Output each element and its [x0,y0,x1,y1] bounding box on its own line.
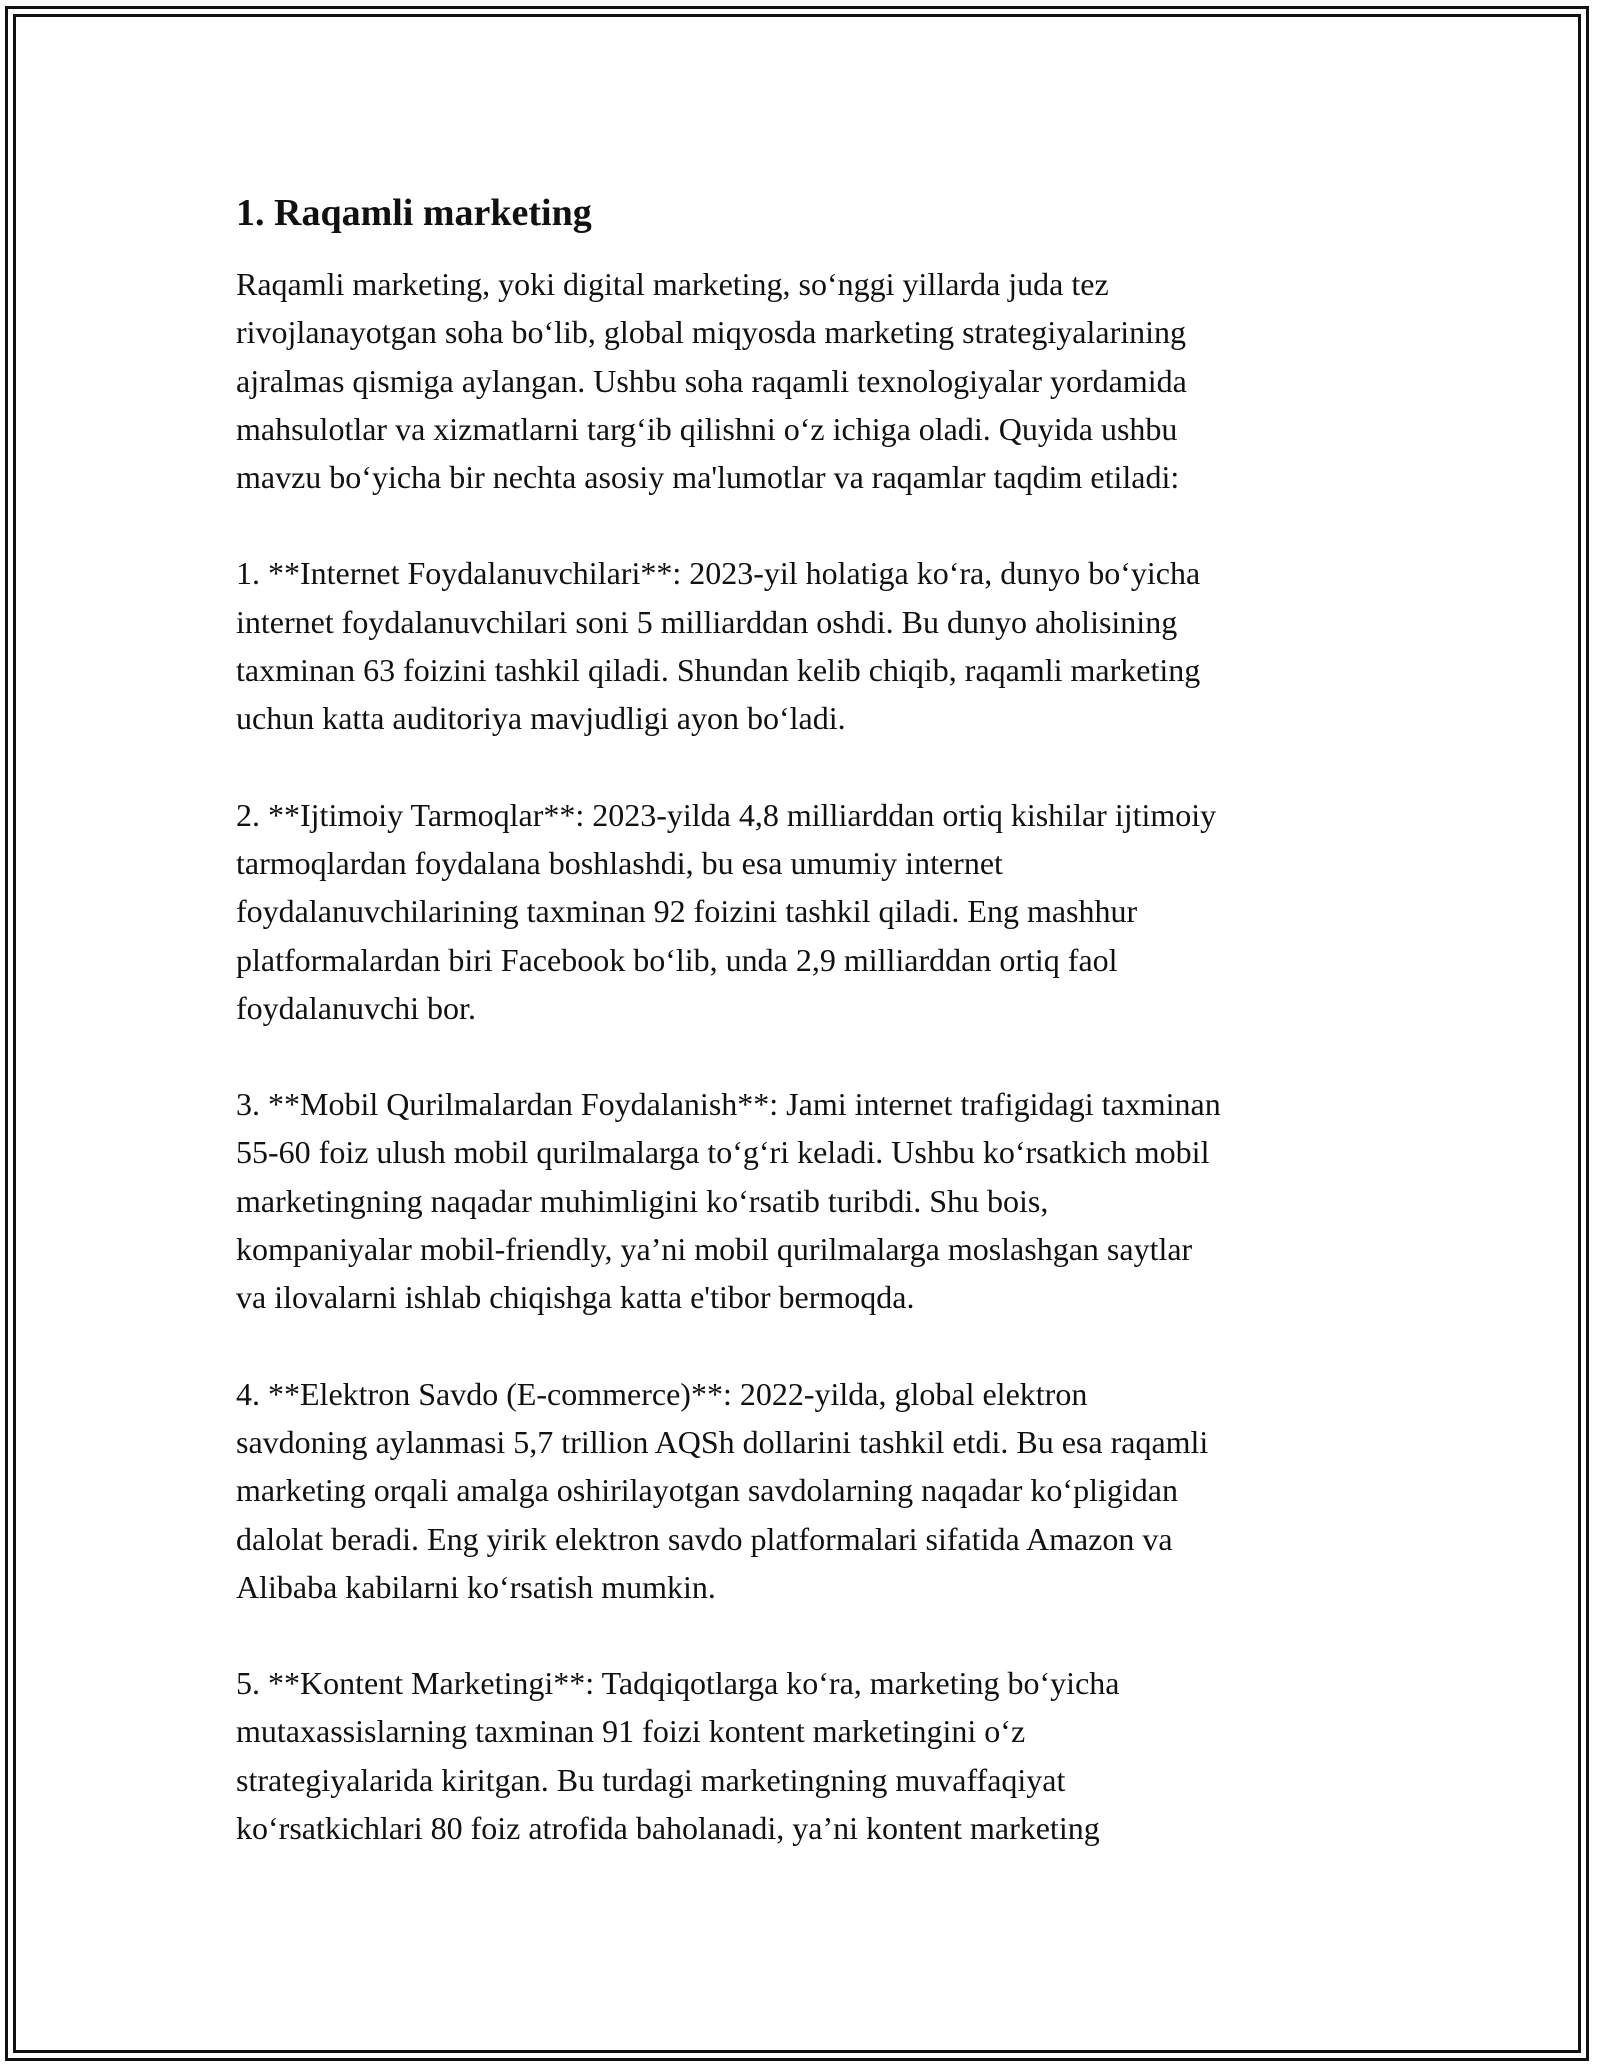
text-line: Alibaba kabilarni ko‘rsatish mumkin. [236,1568,716,1605]
text-line: savdoning aylanmasi 5,7 trillion AQSh dollarini tashkil etdi. Bu esa raqamli [236,1423,1209,1460]
text-line: strategiyalarida kiritgan. Bu turdagi marketingning muvaffaqiyat [236,1761,1066,1798]
text-line: uchun katta auditoriya mavjudligi ayon bo‘ladi. [236,700,846,737]
text-line: 55-60 foiz ulush mobil qurilmalarga to‘g‘ri keladi. Ushbu ko‘rsatkich mobil [236,1134,1210,1171]
text-line: foydalanuvchi bor. [236,989,476,1026]
list-item-social-networks [236,791,1376,1032]
text-line: marketingning naqadar muhimligini ko‘rsatib turibdi. Shu bois, [236,1182,1049,1219]
text-line: 3. **Mobil Qurilmalardan Foydalanish**: Jami internet trafigidagi taxminan [236,1086,1221,1123]
text-line: va ilovalarni ishlab chiqishga katta e'tibor bermoqda. [236,1279,915,1316]
text-line: mavzu bo‘yicha bir nechta asosiy ma'lumotlar va raqamlar taqdim etiladi: [236,459,1180,496]
list-item-internet-users [236,549,1376,742]
text-line: rivojlanayotgan soha bo‘lib, global miqyosda marketing strategiyalarining [236,314,1186,351]
section-heading: 1. Raqamli marketing [236,192,592,234]
text-line: 2. **Ijtimoiy Tarmoqlar**: 2023-yilda 4,8 milliarddan ortiq kishilar ijtimoiy [236,796,1217,833]
text-line: foydalanuvchilarining taxminan 92 foizini tashkil qiladi. Eng mashhur [236,893,1138,930]
text-line: ko‘rsatkichlari 80 foiz atrofida baholanadi, ya’ni kontent marketing [236,1810,1100,1847]
list-item-ecommerce [236,1370,1376,1611]
text-line: 4. **Elektron Savdo (E-commerce)**: 2022-yilda, global elektron [236,1375,1088,1412]
text-line: marketing orqali amalga oshirilayotgan savdolarning naqadar ko‘pligidan [236,1472,1178,1509]
list-item-content-marketing [236,1659,1376,1852]
text-line: dalolat beradi. Eng yirik elektron savdo platformalari sifatida Amazon va [236,1520,1173,1557]
text-line: Raqamli marketing, yoki digital marketing, so‘nggi yillarda juda tez [236,266,1109,302]
text-line: tarmoqlardan foydalana boshlashdi, bu esa umumiy internet [236,844,1003,881]
text-line: internet foydalanuvchilari soni 5 milliarddan oshdi. Bu dunyo aholisining [236,603,1178,640]
text-line: mutaxassislarning taxminan 91 foizi kontent marketingini o‘z [236,1713,1026,1750]
text-line: kompaniyalar mobil-friendly, ya’ni mobil qurilmalarga moslashgan saytlar [236,1231,1193,1268]
text-line: mahsulotlar va xizmatlarni targ‘ib qilishni o‘z ichiga oladi. Quyida ushbu [236,410,1178,447]
text-line: 1. **Internet Foydalanuvchilari**: 2023-yil holatiga ko‘ra, dunyo bo‘yicha [236,555,1201,592]
text-line: platformalardan biri Facebook bo‘lib, unda 2,9 milliarddan ortiq faol [236,941,1118,978]
text-line: taxminan 63 foizini tashkil qiladi. Shundan kelib chiqib, raqamli marketing [236,652,1201,689]
text-line: ajralmas qismiga aylangan. Ushbu soha raqamli texnologiyalar yordamida [236,362,1187,399]
intro-paragraph [236,260,1376,501]
text-line: 5. **Kontent Marketingi**: Tadqiqotlarga ko‘ra, marketing bo‘yicha [236,1665,1120,1702]
list-item-mobile-devices [236,1080,1376,1321]
document-body [236,188,1376,1900]
